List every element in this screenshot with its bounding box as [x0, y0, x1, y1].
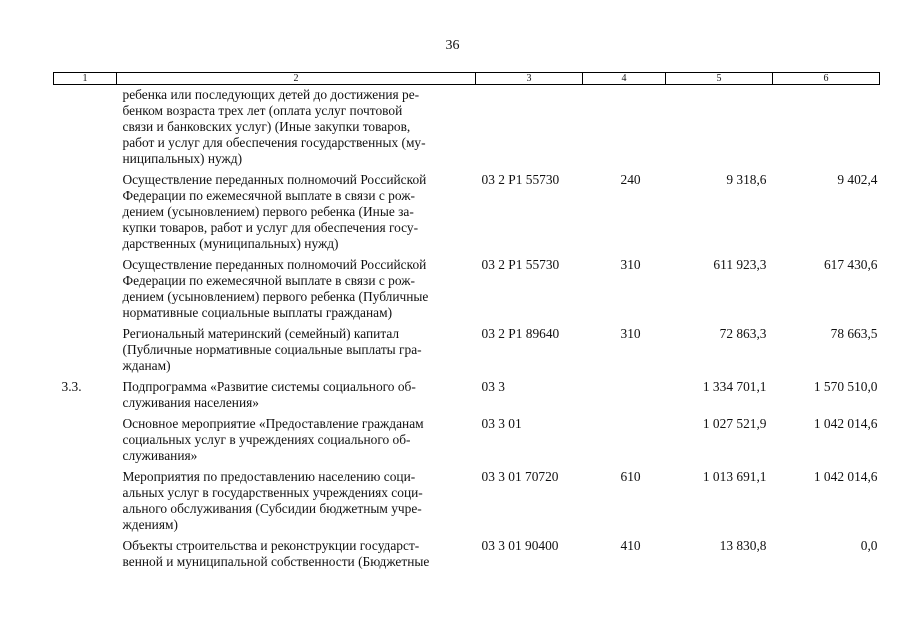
row-name-line: социальных услуг в учреждениях социального об-: [122, 432, 411, 447]
amount-year-1: 72 863,3: [719, 326, 767, 341]
row-name: [117, 172, 476, 257]
row-name-line: служивания»: [122, 448, 198, 463]
row-name-line: связи и банковских услуг) (Иные закупки товаров,: [122, 119, 411, 134]
row-name-line: Основное мероприятие «Предоставление гражданам: [122, 416, 424, 431]
row-name-line: Региональный материнский (семейный) капитал: [122, 326, 400, 341]
table-row: [54, 172, 880, 257]
amount-year-2: 1 042 014,6: [813, 469, 878, 484]
row-name-line: ального обслуживания (Субсидии бюджетным учре-: [122, 501, 422, 516]
row-name-line: Осуществление переданных полномочий Российской: [122, 172, 427, 187]
column-number-6: 6: [773, 73, 880, 85]
row-name-line: работ и услуг для обеспечения государственных (му-: [122, 135, 426, 150]
table-header: [54, 73, 880, 85]
amount-year-2: 9 402,4: [837, 172, 878, 187]
row-name: [117, 257, 476, 326]
row-name-line: альных услуг в государственных учреждениях соци-: [122, 485, 423, 500]
row-name-line: ждениям): [122, 517, 178, 532]
amount-year-2: [773, 85, 880, 173]
row-name-line: бенком возраста трех лет (оплата услуг почтовой: [122, 103, 403, 118]
budget-code: 03 3 01: [481, 416, 522, 431]
expense-type: 240: [620, 172, 641, 187]
row-name: [117, 85, 476, 173]
budget-code: 03 2 P1 55730: [481, 172, 560, 187]
row-number: [54, 172, 117, 257]
budget-code: 03 2 P1 55730: [481, 257, 560, 272]
expense-type: 610: [620, 469, 641, 484]
row-name-line: (Публичные нормативные социальные выплаты гра-: [122, 342, 422, 357]
row-name: [117, 326, 476, 379]
table-row: [54, 326, 880, 379]
row-name-line: Подпрограмма «Развитие системы социального об-: [122, 379, 416, 394]
expense-type: [583, 416, 666, 469]
amount-year-2: 1 042 014,6: [813, 416, 878, 431]
expense-type: 310: [620, 326, 641, 341]
amount-year-1: 611 923,3: [713, 257, 767, 272]
row-name-line: служивания населения»: [122, 395, 259, 410]
expense-type: [583, 379, 666, 416]
row-name-line: Федерации по ежемесячной выплате в связи с рож-: [122, 273, 415, 288]
column-number-5: 5: [666, 73, 773, 85]
row-name-line: Федерации по ежемесячной выплате в связи с рож-: [122, 188, 415, 203]
amount-year-2: 0,0: [860, 538, 878, 553]
budget-table: [53, 72, 880, 575]
amount-year-1: [666, 85, 773, 173]
row-number: 3.3.: [61, 379, 82, 394]
budget-code: 03 2 P1 89640: [481, 326, 560, 341]
amount-year-1: 9 318,6: [726, 172, 767, 187]
row-name-line: дением (усыновлением) первого ребенка (Публичные: [122, 289, 429, 304]
row-name: [117, 469, 476, 538]
table-row: [54, 469, 880, 538]
table-row: [54, 538, 880, 575]
column-number-1: 1: [54, 73, 117, 85]
expense-type: [583, 85, 666, 173]
row-number: [54, 326, 117, 379]
column-number-3: 3: [476, 73, 583, 85]
amount-year-1: 13 830,8: [719, 538, 767, 553]
column-number-4: 4: [583, 73, 666, 85]
column-number-2: 2: [117, 73, 476, 85]
row-name-line: дарственных (муниципальных) нужд): [122, 236, 339, 251]
table-row: [54, 379, 880, 416]
row-name: [117, 379, 476, 416]
row-name: [117, 538, 476, 575]
row-name: [117, 416, 476, 469]
row-name-line: нормативные социальные выплаты гражданам): [122, 305, 393, 320]
table-row: [54, 416, 880, 469]
amount-year-1: 1 334 701,1: [702, 379, 767, 394]
row-number: [54, 85, 117, 173]
row-number: [54, 257, 117, 326]
table-body: [54, 85, 880, 576]
page-number: 36: [445, 38, 460, 53]
row-number: [54, 469, 117, 538]
expense-type: 410: [620, 538, 641, 553]
expense-type: 310: [620, 257, 641, 272]
row-name-line: Осуществление переданных полномочий Российской: [122, 257, 427, 272]
budget-code: 03 3 01 70720: [481, 469, 559, 484]
table-row: [54, 257, 880, 326]
budget-code: 03 3 01 90400: [481, 538, 559, 553]
row-name-line: жданам): [122, 358, 171, 373]
row-name-line: ниципальных) нужд): [122, 151, 243, 166]
amount-year-2: 1 570 510,0: [813, 379, 878, 394]
amount-year-1: 1 013 691,1: [702, 469, 767, 484]
row-number: [54, 416, 117, 469]
budget-code: 03 3: [481, 379, 505, 394]
row-name-line: дением (усыновлением) первого ребенка (Иные за-: [122, 204, 414, 219]
row-number: [54, 538, 117, 575]
row-name-line: венной и муниципальной собственности (Бюджетные: [122, 554, 430, 569]
amount-year-2: 617 430,6: [823, 257, 878, 272]
row-name-line: купки товаров, работ и услуг для обеспечения госу-: [122, 220, 419, 235]
table-row: [54, 85, 880, 173]
row-name-line: Объекты строительства и реконструкции государст-: [122, 538, 420, 553]
row-name-line: ребенка или последующих детей до достижения ре-: [122, 87, 420, 102]
amount-year-1: 1 027 521,9: [702, 416, 767, 431]
amount-year-2: 78 663,5: [830, 326, 878, 341]
row-name-line: Мероприятия по предоставлению населению соци-: [122, 469, 416, 484]
budget-code: [476, 85, 583, 173]
